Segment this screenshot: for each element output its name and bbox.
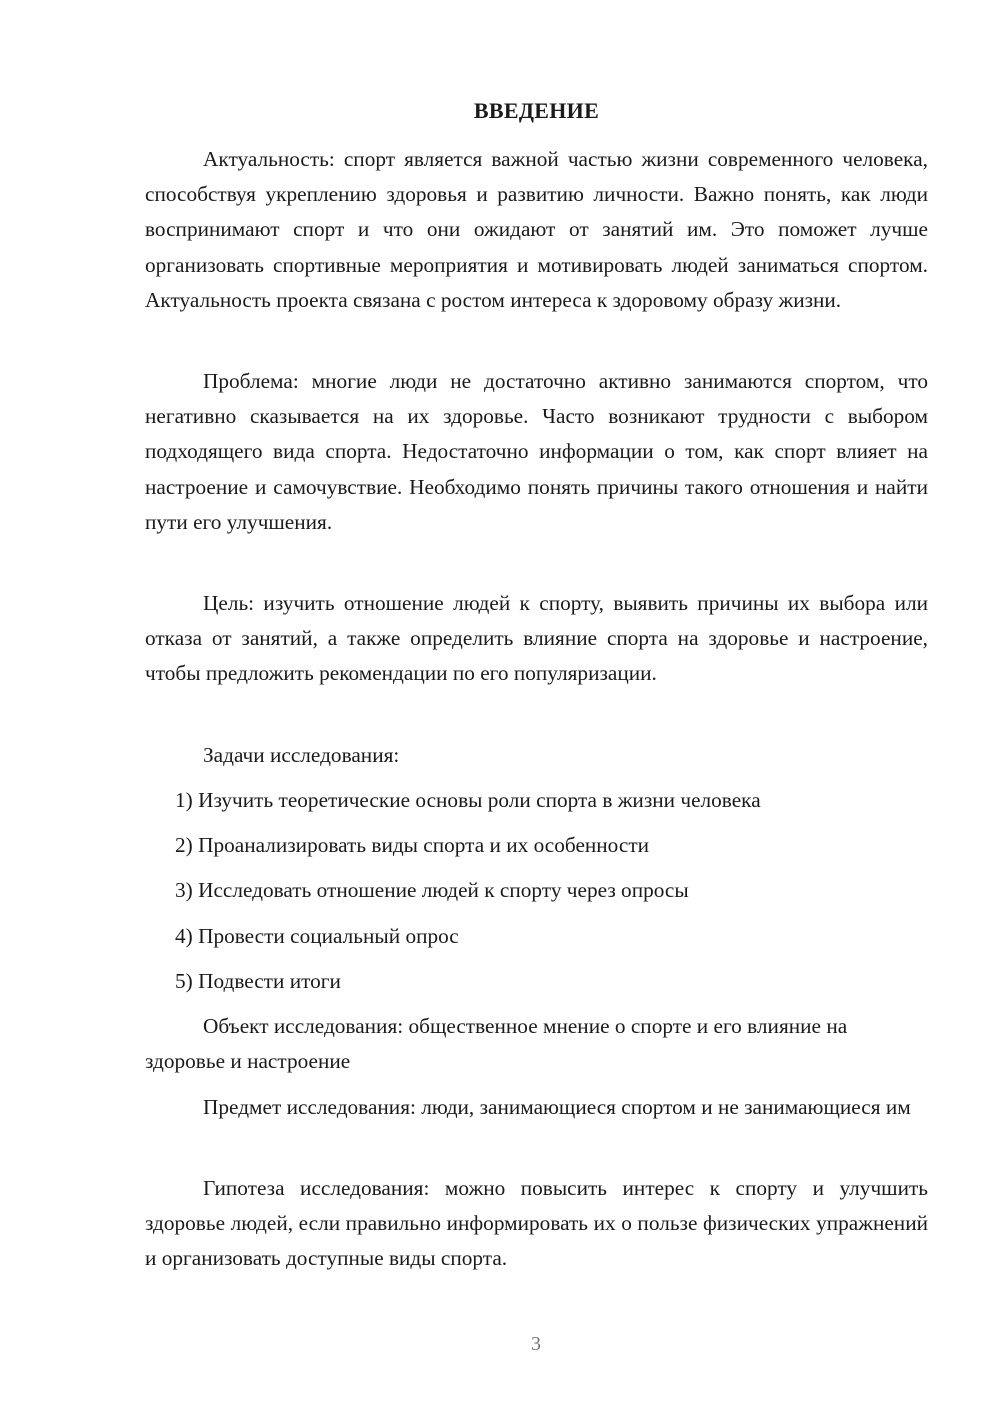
page-number: 3 bbox=[531, 1333, 541, 1355]
section-heading: ВВЕДЕНИЕ bbox=[473, 98, 600, 123]
subject-paragraph-block bbox=[145, 1090, 928, 1125]
relevance-paragraph-block bbox=[145, 142, 928, 318]
subject-paragraph: Предмет исследования: люди, занимающиеся спортом и не занимающиеся им bbox=[203, 1095, 911, 1119]
object-paragraph-block bbox=[145, 1009, 928, 1079]
tasks-title-block bbox=[145, 738, 928, 773]
object-paragraph: Объект исследования: общественное мнение о спорте и его влияние на здоровье и настроение bbox=[145, 1014, 848, 1074]
hypothesis-paragraph: Гипотеза исследования: можно повысить интерес к спорту и улучшить здоровье людей, если правильно информировать их о пользе физических упражнений и организовать доступные виды спорта. bbox=[145, 1176, 928, 1271]
problem-paragraph-block bbox=[145, 364, 928, 540]
tasks-title: Задачи исследования: bbox=[203, 743, 400, 767]
task-item: 4) Провести социальный опрос bbox=[175, 924, 459, 948]
task-item: 5) Подвести итоги bbox=[175, 969, 341, 993]
task-item: 1) Изучить теоретические основы роли спорта в жизни человека bbox=[175, 788, 761, 812]
goal-paragraph: Цель: изучить отношение людей к спорту, выявить причины их выбора или отказа от занятий, а также определить влияние спорта на здоровье и настроение, чтобы предложить рекомендации по его популяризации. bbox=[145, 591, 928, 686]
relevance-paragraph: Актуальность: спорт является важной частью жизни современного человека, способствуя укреплению здоровья и развитию личности. Важно понять, как люди воспринимают спорт и что они ожидают от занятий им. Это поможет лучше организовать спортивные мероприятия и мотивировать людей заниматься спортом. Актуальность проекта связана с ростом интереса к здоровому образу жизни. bbox=[145, 147, 928, 312]
problem-paragraph: Проблема: многие люди не достаточно активно занимаются спортом, что негативно сказывается на их здоровье. Часто возникают трудности с выбором подходящего вида спорта. Недостаточно информации о том, как спорт влияет на настроение и самочувствие. Необходимо понять причины такого отношения и найти пути его улучшения. bbox=[145, 369, 928, 534]
task-item: 2) Проанализировать виды спорта и их особенности bbox=[175, 833, 650, 857]
task-item: 3) Исследовать отношение людей к спорту через опросы bbox=[175, 878, 689, 902]
hypothesis-paragraph-block bbox=[145, 1171, 928, 1277]
goal-paragraph-block bbox=[145, 586, 928, 692]
